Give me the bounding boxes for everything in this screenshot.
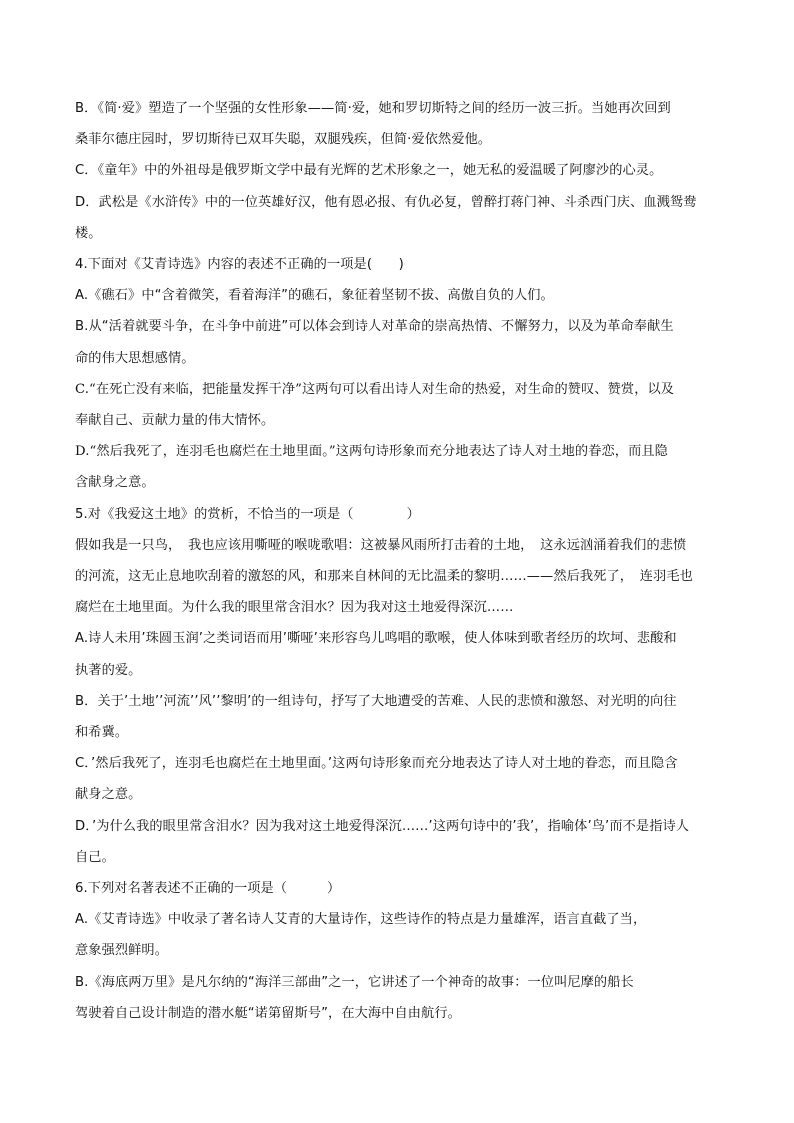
q5-option-a-line-2: 执著的爱。 <box>75 662 142 678</box>
q5-option-d-line-1: D．’为什么我的眼里常含泪水？因为我对这土地爱得深沉……’这两句诗中的’我’，指喻体’鸟’而不是指诗人 <box>75 818 690 834</box>
document-body <box>75 98 725 1034</box>
q5-option-b-line-1: B．关于’土地’’河流’’风’’黎明’的一组诗句，抒写了大地遭受的苦难、人民的悲愤和激怒、对光明的向往 <box>75 693 677 709</box>
q5-option-c-line-2: 献身之意。 <box>75 787 142 803</box>
q4-option-c-line-1: C.“在死亡没有来临，把能量发挥干净”这两句可以看出诗人对生命的热爱，对生命的赞叹、赞赏，以及 <box>75 381 675 397</box>
q5-option-c-line-1: C．’然后我死了，连羽毛也腐烂在土地里面。’这两句诗形象而充分地表达了诗人对土地的眷恋，而且隐含 <box>75 756 678 772</box>
question-6-title: 6.下列对名著表述不正确的一项是（ ） <box>75 881 341 897</box>
q5-option-b-line-2: 和希冀。 <box>75 725 129 741</box>
q4-option-d-line-1: D.“然后我死了，连羽毛也腐烂在土地里面。”这两句诗形象而充分地表达了诗人对土地的眷恋，而且隐 <box>75 444 668 460</box>
q6-option-b-line-2: 驾驶着自己设计制造的潜水艇“诺第留斯号”，在大海中自由航行。 <box>75 1005 461 1021</box>
q5-poem-line-3: 腐烂在土地里面。为什么我的眼里常含泪水？因为我对这土地爱得深沉…… <box>75 600 514 616</box>
q6-option-b-line-1: B.《海底两万里》是凡尔纳的“海洋三部曲”之一，它讲述了一个神奇的故事：一位叫尼摩的船长 <box>75 974 634 990</box>
option-d-line-2: 楼。 <box>75 225 102 241</box>
option-b-line-1: B．《简·爱》塑造了一个坚强的女性形象——简·爱，她和罗切斯特之间的经历一波三折。当她再次回到 <box>75 101 671 116</box>
q5-option-d-line-2: 自己。 <box>75 849 115 865</box>
option-d-line-1: D．武松是《水浒传》中的一位英雄好汉，他有恩必报、有仇必复，曾醉打蒋门神、斗杀西门庆、血溅鸳鸯 <box>75 194 697 210</box>
question-5-title: 5.对《我爱这土地》的赏析，不恰当的一项是（ ） <box>75 506 420 522</box>
q5-poem-line-2: 的河流，这无止息地吹刮着的激怒的风，和那来自林间的无比温柔的黎明……——然后我死了， 连羽毛也 <box>75 569 693 585</box>
q4-option-b-line-2: 命的伟大思想感情。 <box>75 350 195 366</box>
q4-option-d-line-2: 含献身之意。 <box>75 475 155 491</box>
option-c-line: C．《童年》中的外祖母是俄罗斯文学中最有光辉的艺术形象之一，她无私的爱温暖了阿廖沙的心灵。 <box>75 163 663 179</box>
q6-option-a-line-2: 意象强烈鲜明。 <box>75 943 169 959</box>
q4-option-b-line-1: B.从“活着就要斗争，在斗争中前进”可以体会到诗人对革命的崇高热情、不懈努力，以及为革命奉献生 <box>75 319 674 335</box>
q5-option-a-line-1: A.诗人未用’珠圆玉润’之类词语而用’嘶哑’来形容鸟儿鸣唱的歌喉，使人体味到歌者经历的坎坷、悲酸和 <box>75 631 677 647</box>
q5-poem-line-1: 假如我是一只鸟， 我也应该用嘶哑的喉咙歌唱：这被暴风雨所打击着的土地， 这永远汹涌着我们的悲愤 <box>75 537 687 553</box>
q4-option-a: A.《礁石》中“含着微笑，看着海洋”的礁石，象征着坚韧不拔、高傲自负的人们。 <box>75 288 554 304</box>
q6-option-a-line-1: A.《艾青诗选》中收录了著名诗人艾青的大量诗作，这些诗作的特点是力量雄浑，语言直截了当， <box>75 912 647 928</box>
option-b-line-2: 桑菲尔德庄园时，罗切斯待已双耳失聪，双腿残疾，但简·爱依然爱他。 <box>75 132 492 148</box>
q4-option-c-line-2: 奉献自己、贡献力量的伟大情怀。 <box>75 413 275 429</box>
question-4-title: 4.下面对《艾青诗选》内容的表述不正确的一项是( ) <box>75 257 404 273</box>
